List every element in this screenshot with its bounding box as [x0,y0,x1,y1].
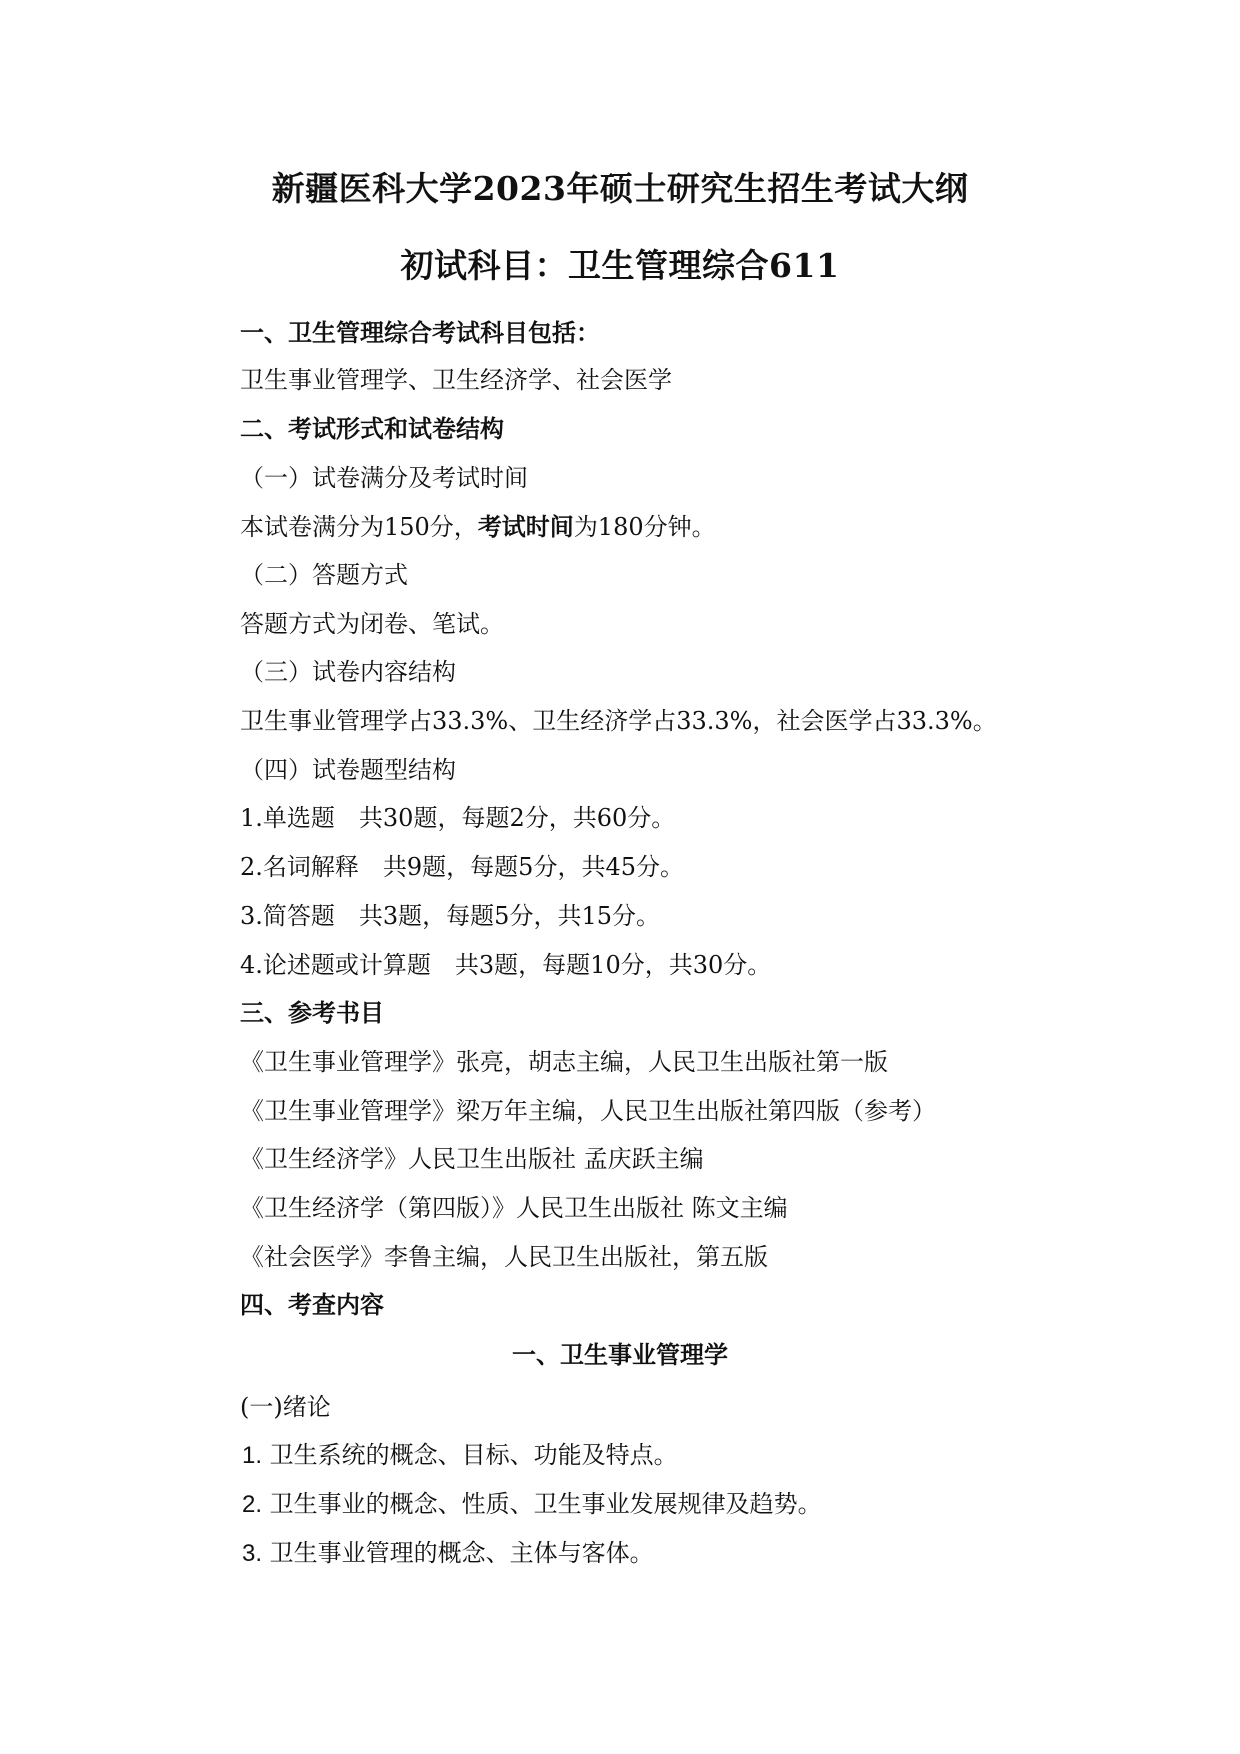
content-item-text: 卫生事业管理的概念、主体与客体。 [269,1539,654,1567]
question-type-detail: 共30题，每题2分，共60分。 [358,804,676,832]
question-type-item [240,852,684,882]
question-type-detail: 共3题，每题5分，共15分。 [358,902,660,930]
question-type-item [240,901,660,931]
content-item-number: 3. [242,1540,263,1567]
question-type-item [240,950,771,980]
question-type-name: 4.论述题或计算题 [240,951,431,979]
reference-book: 《社会医学》李鲁主编，人民卫生出版社，第五版 [240,1243,768,1271]
section2-heading: 二、考试形式和试卷结构 [240,414,504,443]
section1-heading: 一、卫生管理综合考试科目包括： [240,318,600,347]
question-type-name: 1.单选题 [240,804,335,832]
content-item-text: 卫生系统的概念、目标、功能及特点。 [269,1441,678,1469]
sub2-text: 答题方式为闭卷、笔试。 [240,610,504,638]
sub3-label: （三）试卷内容结构 [240,658,456,686]
sub1-text-a: 本试卷满分为150分， [240,513,478,541]
question-type-name: 3.简答题 [240,902,335,930]
sub1-text-bold: 考试时间 [477,512,574,541]
question-type-name: 2.名词解释 [240,853,359,881]
section4-heading: 四、考查内容 [240,1290,384,1319]
part1-title: 一、卫生事业管理学 [512,1340,728,1369]
document-subtitle: 初试科目：卫生管理综合611 [400,246,840,285]
question-type-detail: 共3题，每题10分，共30分。 [454,951,772,979]
reference-book: 《卫生经济学（第四版）》人民卫生出版社 陈文主编 [240,1194,788,1222]
sub1-label: （一）试卷满分及考试时间 [240,464,528,492]
sub2-label: （二）答题方式 [240,561,408,589]
section1-text: 卫生事业管理学、卫生经济学、社会医学 [240,366,672,394]
reference-book: 《卫生事业管理学》张亮，胡志主编，人民卫生出版社第一版 [240,1048,888,1076]
content-item [242,1489,822,1520]
content-item [242,1538,654,1569]
content-item-text: 卫生事业的概念、性质、卫生事业发展规律及趋势。 [269,1490,822,1518]
content-item-number: 2. [242,1491,263,1518]
reference-book: 《卫生经济学》人民卫生出版社 孟庆跃主编 [240,1145,704,1173]
question-type-item [240,803,675,833]
section3-heading: 三、参考书目 [240,998,384,1027]
content-item-number: 1. [242,1442,263,1469]
chapter1-label: (一)绪论 [240,1393,331,1421]
sub1-text-b: 为180分钟。 [573,513,716,541]
content-item [242,1440,678,1471]
reference-book: 《卫生事业管理学》梁万年主编，人民卫生出版社第四版（参考） [240,1097,936,1125]
sub4-label: （四）试卷题型结构 [240,756,456,784]
sub1-text [240,512,716,542]
document-title: 新疆医科大学2023年硕士研究生招生考试大纲 [271,169,969,208]
question-type-detail: 共9题，每题5分，共45分。 [382,853,684,881]
sub3-text: 卫生事业管理学占33.3%、卫生经济学占33.3%，社会医学占33.3%。 [240,707,997,735]
